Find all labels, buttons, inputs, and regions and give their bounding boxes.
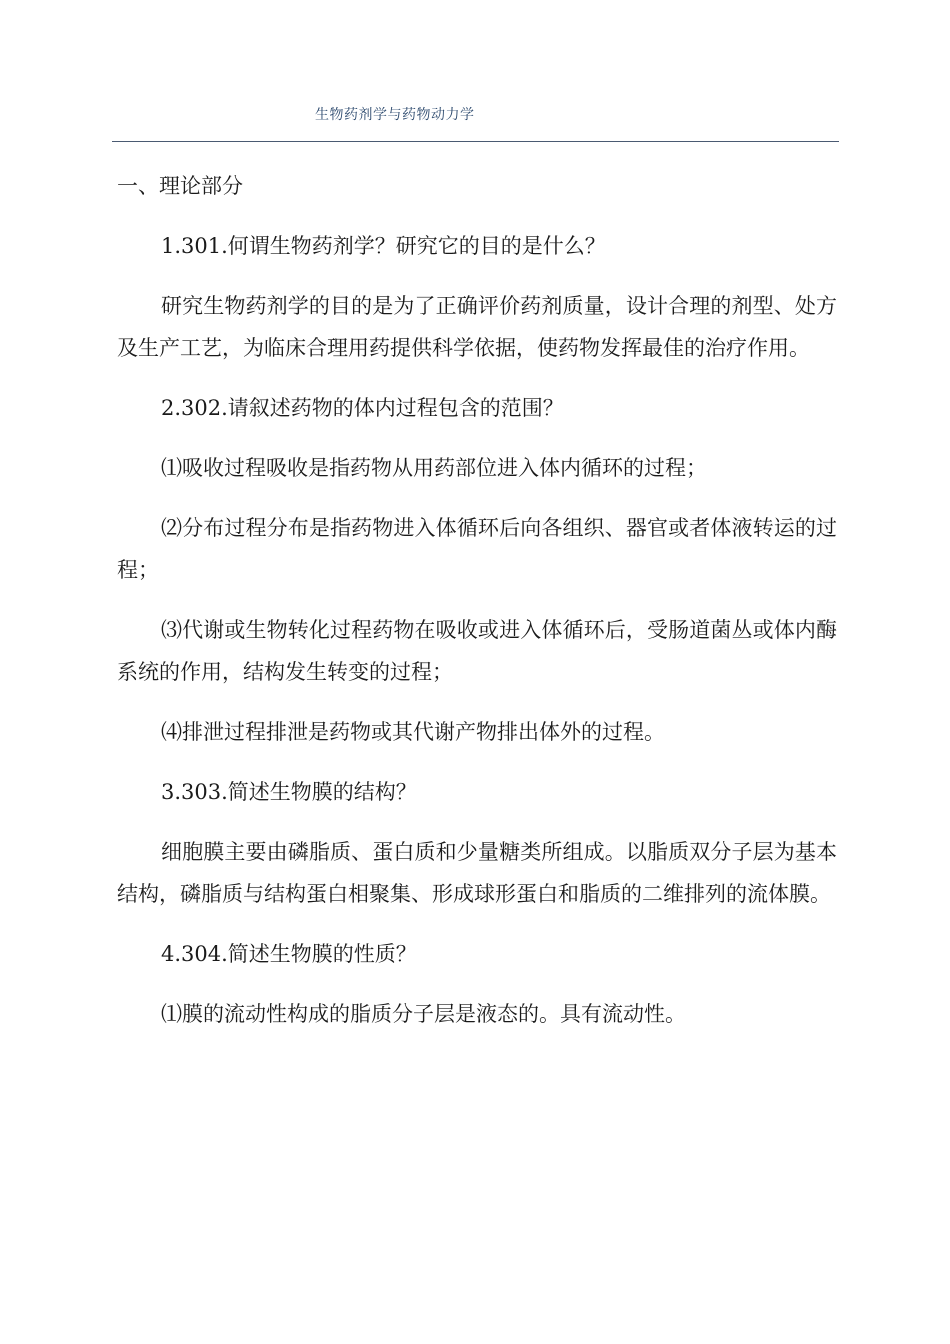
answer-paragraph: ⑵分布过程分布是指药物进入体循环后向各组织、器官或者体液转运的过程； xyxy=(117,516,837,582)
answer-paragraph: ⑷排泄过程排泄是药物或其代谢产物排出体外的过程。 xyxy=(161,720,665,744)
answer-paragraph: ⑶代谢或生物转化过程药物在吸收或进入体循环后，受肠道菌丛或体内酶系统的作用，结构发生转变的过程； xyxy=(117,618,837,684)
answer-paragraph: ⑴膜的流动性构成的脂质分子层是液态的。具有流动性。 xyxy=(161,1002,686,1026)
question-heading: 3.303.简述生物膜的结构？ xyxy=(161,780,417,804)
answer-paragraph: 研究生物药剂学的目的是为了正确评价药剂质量，设计合理的剂型、处方及生产工艺，为临床合理用药提供科学依据，使药物发挥最佳的治疗作用。 xyxy=(117,294,837,360)
answer-paragraph: 细胞膜主要由磷脂质、蛋白质和少量糖类所组成。以脂质双分子层为基本结构，磷脂质与结构蛋白相聚集、形成球形蛋白和脂质的二维排列的流体膜。 xyxy=(117,840,837,906)
document-body xyxy=(117,165,837,1053)
answer-paragraph: ⑴吸收过程吸收是指药物从用药部位进入体内循环的过程； xyxy=(161,456,707,480)
question-heading: 2.302.请叙述药物的体内过程包含的范围？ xyxy=(161,396,564,420)
question-heading: 4.304.简述生物膜的性质？ xyxy=(161,942,417,966)
header-divider xyxy=(112,141,839,142)
question-heading: 1.301.何谓生物药剂学？研究它的目的是什么？ xyxy=(161,234,606,258)
page-header-title: 生物药剂学与药物动力学 xyxy=(315,107,475,123)
section-heading: 一、理论部分 xyxy=(117,174,243,198)
